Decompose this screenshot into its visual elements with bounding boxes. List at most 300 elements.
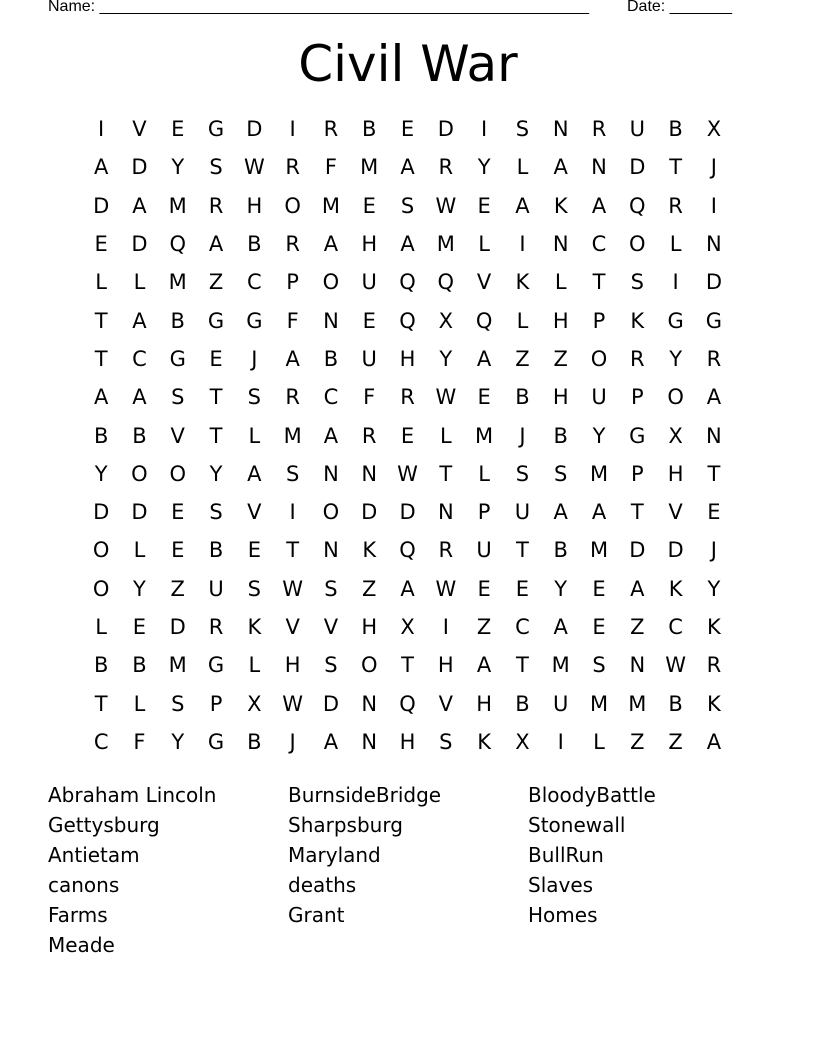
grid-letter: Z — [170, 576, 185, 601]
grid-letter: O — [322, 270, 340, 295]
grid-letter: R — [285, 232, 300, 257]
grid-letter: C — [668, 615, 683, 639]
grid-letter: D — [93, 193, 110, 218]
grid-letter: A — [132, 193, 147, 218]
grid-letter: R — [285, 385, 300, 410]
grid-letter: Z — [630, 615, 645, 639]
grid-letter: A — [323, 423, 339, 448]
grid-letter: G — [169, 346, 186, 371]
grid-letter: E — [171, 500, 185, 525]
grid-letter: L — [593, 729, 605, 754]
grid-letter: M — [551, 653, 570, 678]
grid-letter: D — [437, 117, 454, 142]
grid-letter: U — [476, 538, 492, 563]
grid-letter: X — [247, 691, 262, 716]
grid-letter: I — [519, 232, 526, 257]
grid-letter: B — [553, 423, 568, 448]
grid-letter: A — [476, 346, 492, 371]
word-list-item: Meade — [48, 933, 115, 957]
grid-letter: W — [282, 576, 304, 601]
grid-letter: M — [436, 232, 455, 257]
grid-letter: W — [435, 193, 457, 218]
grid-letter: U — [361, 270, 377, 295]
grid-letter: B — [668, 117, 683, 142]
grid-letter: Q — [399, 691, 416, 716]
grid-letter: A — [93, 155, 109, 180]
name-field[interactable]: Name: _______________________________________________________ — [48, 0, 589, 15]
grid-letter: E — [132, 615, 147, 639]
grid-letter: N — [706, 232, 722, 257]
grid-letter: U — [591, 385, 607, 410]
grid-letter: E — [247, 538, 261, 563]
grid-letter: G — [207, 653, 225, 678]
grid-letter: Y — [171, 729, 185, 754]
grid-letter: A — [323, 729, 339, 754]
grid-letter: H — [437, 653, 454, 678]
grid-letter: S — [439, 729, 453, 754]
grid-letter: A — [553, 500, 568, 525]
word-list-item: Sharpsburg — [288, 813, 403, 837]
grid-letter: E — [171, 117, 185, 142]
grid-letter: W — [435, 385, 457, 410]
grid-letter: T — [516, 653, 529, 678]
grid-letter: R — [400, 385, 415, 410]
grid-letter: B — [668, 691, 683, 716]
grid-letter: I — [481, 117, 488, 142]
grid-letter: A — [323, 232, 339, 257]
grid-letter: A — [400, 232, 415, 257]
grid-letter: E — [707, 500, 721, 525]
grid-letter: L — [248, 653, 261, 678]
grid-letter: T — [401, 653, 414, 678]
grid-letter: B — [362, 117, 377, 142]
grid-letter: Z — [553, 346, 568, 371]
grid-letter: A — [630, 576, 645, 601]
grid-letter: S — [171, 691, 185, 716]
grid-letter: R — [208, 615, 224, 639]
grid-letter: V — [438, 691, 453, 716]
grid-letter: H — [399, 729, 416, 754]
page-title: Civil War — [298, 35, 518, 93]
grid-letter: S — [209, 500, 223, 525]
grid-letter: T — [94, 308, 108, 333]
grid-letter: M — [475, 423, 494, 448]
grid-letter: L — [248, 423, 261, 448]
grid-letter: D — [131, 155, 148, 180]
grid-letter: L — [478, 232, 490, 257]
grid-letter: E — [362, 193, 376, 218]
word-list-item: Homes — [528, 903, 598, 927]
grid-letter: E — [515, 576, 530, 601]
grid-letter: S — [630, 270, 644, 295]
grid-letter: N — [361, 691, 378, 716]
grid-letter: L — [95, 615, 107, 639]
grid-letter: Q — [629, 193, 646, 218]
grid-letter: S — [247, 385, 261, 410]
grid-letter: G — [705, 308, 723, 333]
grid-letter: B — [132, 653, 147, 678]
grid-letter: T — [439, 461, 453, 486]
grid-letter: Q — [399, 308, 416, 333]
grid-letter: Z — [208, 270, 224, 295]
letter-grid — [82, 110, 733, 761]
grid-letter: H — [552, 308, 569, 333]
date-field[interactable]: Date: _______ — [627, 0, 732, 15]
grid-letter: C — [591, 232, 607, 257]
grid-letter: M — [589, 461, 609, 486]
grid-letter: L — [478, 461, 490, 486]
grid-letter: B — [515, 385, 530, 410]
grid-letter: J — [710, 538, 717, 563]
grid-letter: B — [208, 538, 224, 563]
grid-letter: T — [516, 538, 529, 563]
grid-letter: O — [92, 576, 110, 601]
grid-letter: S — [592, 653, 606, 678]
grid-letter: J — [710, 155, 717, 180]
grid-letter: F — [133, 729, 146, 754]
grid-letter: R — [630, 346, 645, 371]
grid-letter: B — [247, 729, 262, 754]
grid-letter: X — [706, 117, 722, 142]
word-list-item: Farms — [48, 903, 108, 927]
grid-letter: N — [552, 117, 569, 142]
grid-letter: N — [591, 155, 607, 180]
grid-letter: M — [168, 270, 187, 295]
grid-letter: E — [94, 232, 108, 257]
grid-letter: K — [362, 538, 377, 563]
grid-letter: X — [515, 729, 530, 754]
grid-letter: M — [589, 691, 609, 716]
grid-letter: E — [477, 193, 491, 218]
grid-letter: E — [477, 576, 491, 601]
grid-letter: Z — [476, 615, 492, 639]
grid-letter: W — [243, 155, 265, 180]
grid-letter: Y — [171, 155, 185, 180]
grid-letter: N — [323, 538, 339, 563]
grid-letter: W — [397, 461, 418, 486]
word-list-item: Stonewall — [528, 813, 626, 837]
grid-letter: B — [170, 308, 185, 333]
word-list-item: canons — [48, 873, 120, 897]
grid-letter: V — [170, 423, 185, 448]
grid-letter: D — [131, 232, 148, 257]
grid-letter: S — [247, 576, 261, 601]
grid-letter: X — [400, 615, 415, 639]
grid-letter: L — [516, 308, 529, 333]
grid-letter: R — [323, 117, 339, 142]
grid-letter: O — [629, 232, 646, 257]
grid-letter: C — [93, 729, 109, 754]
grid-letter: I — [289, 500, 296, 525]
grid-letter: D — [629, 155, 646, 180]
grid-letter: J — [251, 346, 258, 371]
grid-letter: K — [707, 615, 721, 639]
word-list — [48, 780, 788, 960]
grid-letter: V — [132, 117, 147, 142]
grid-letter: O — [667, 385, 684, 410]
grid-letter: C — [515, 615, 530, 639]
grid-letter: E — [400, 423, 415, 448]
grid-letter: B — [323, 346, 339, 371]
grid-letter: D — [705, 270, 722, 295]
grid-letter: U — [514, 500, 531, 525]
word-list-item: BurnsideBridge — [288, 783, 442, 807]
grid-letter: K — [515, 270, 530, 295]
grid-letter: M — [283, 423, 302, 448]
grid-letter: B — [93, 653, 109, 678]
grid-letter: N — [552, 232, 569, 257]
grid-letter: K — [477, 729, 491, 754]
grid-letter: O — [590, 346, 608, 371]
grid-letter: D — [667, 538, 684, 563]
grid-letter: P — [209, 691, 223, 716]
grid-letter: Y — [133, 576, 146, 601]
grid-letter: Y — [669, 346, 683, 371]
grid-letter: T — [707, 461, 721, 486]
grid-letter: O — [169, 461, 186, 486]
grid-letter: T — [209, 423, 223, 448]
grid-letter: E — [592, 615, 606, 639]
word-list-item: Grant — [288, 903, 345, 927]
grid-letter: M — [360, 155, 379, 180]
grid-letter: J — [289, 729, 296, 754]
grid-letter: M — [628, 691, 647, 716]
grid-letter: T — [286, 538, 300, 563]
grid-letter: T — [94, 346, 108, 371]
grid-letter: Z — [515, 346, 530, 371]
grid-letter: N — [629, 653, 646, 678]
word-list-item: Antietam — [48, 843, 140, 867]
grid-letter: L — [95, 270, 107, 295]
grid-letter: E — [362, 308, 376, 333]
grid-letter: R — [706, 346, 722, 371]
grid-letter: K — [553, 193, 568, 218]
grid-letter: Q — [475, 308, 493, 333]
grid-letter: S — [400, 193, 415, 218]
grid-letter: A — [591, 500, 607, 525]
grid-letter: Y — [209, 461, 223, 486]
grid-letter: U — [208, 576, 224, 601]
grid-letter: O — [322, 500, 340, 525]
grid-letter: Y — [554, 576, 568, 601]
grid-letter: G — [629, 423, 646, 448]
grid-letter: A — [706, 385, 722, 410]
grid-letter: A — [132, 308, 147, 333]
grid-letter: S — [554, 461, 568, 486]
grid-letter: D — [246, 117, 263, 142]
grid-letter: H — [667, 461, 684, 486]
grid-letter: R — [285, 155, 300, 180]
grid-letter: R — [438, 538, 454, 563]
grid-letter: M — [168, 653, 187, 678]
grid-letter: I — [98, 117, 105, 142]
grid-letter: A — [247, 461, 262, 486]
grid-letter: A — [515, 193, 530, 218]
grid-letter: S — [171, 385, 185, 410]
grid-letter: A — [400, 576, 415, 601]
grid-letter: R — [361, 423, 377, 448]
grid-letter: T — [630, 500, 644, 525]
grid-letter: J — [519, 423, 526, 448]
header-line — [48, 0, 748, 20]
grid-letter: A — [706, 729, 722, 754]
grid-letter: D — [93, 500, 110, 525]
grid-letter: T — [592, 270, 606, 295]
grid-letter: Y — [439, 346, 453, 371]
word-list-item: Slaves — [528, 873, 594, 897]
grid-letter: E — [477, 385, 491, 410]
grid-letter: B — [132, 423, 147, 448]
grid-letter: N — [323, 461, 339, 486]
grid-letter: O — [360, 653, 378, 678]
grid-letter: R — [668, 193, 683, 218]
grid-letter: W — [282, 691, 304, 716]
grid-letter: L — [133, 691, 146, 716]
grid-letter: U — [629, 117, 645, 142]
grid-letter: O — [92, 538, 110, 563]
word-list-item: Gettysburg — [48, 813, 160, 837]
grid-letter: T — [209, 385, 223, 410]
grid-letter: V — [476, 270, 492, 295]
grid-letter: P — [477, 500, 491, 525]
grid-letter: V — [668, 500, 683, 525]
grid-letter: Q — [399, 270, 416, 295]
grid-letter: M — [168, 193, 187, 218]
grid-letter: C — [247, 270, 262, 295]
grid-letter: Y — [94, 461, 108, 486]
grid-letter: G — [207, 729, 225, 754]
grid-letter: A — [553, 155, 568, 180]
grid-letter: I — [557, 729, 564, 754]
grid-letter: P — [592, 308, 606, 333]
grid-letter: B — [553, 538, 568, 563]
grid-letter: T — [669, 155, 683, 180]
grid-letter: E — [171, 538, 185, 563]
grid-letter: L — [554, 270, 567, 295]
grid-letter: M — [589, 538, 609, 563]
grid-letter: T — [94, 691, 108, 716]
grid-letter: A — [400, 155, 415, 180]
grid-letter: F — [324, 155, 337, 180]
grid-letter: Y — [592, 423, 606, 448]
grid-letter: W — [435, 576, 457, 601]
word-list-item: BullRun — [528, 843, 604, 867]
grid-letter: N — [706, 423, 722, 448]
grid-letter: D — [361, 500, 378, 525]
grid-letter: A — [208, 232, 224, 257]
grid-letter: V — [247, 500, 262, 525]
grid-letter: F — [286, 308, 299, 333]
grid-letter: V — [323, 615, 339, 639]
grid-letter: G — [207, 117, 225, 142]
grid-letter: N — [361, 461, 378, 486]
word-list-item: Maryland — [288, 843, 381, 867]
grid-letter: X — [438, 308, 454, 333]
grid-letter: L — [133, 270, 146, 295]
grid-letter: R — [208, 193, 224, 218]
grid-letter: Q — [437, 270, 455, 295]
grid-letter: I — [289, 117, 296, 142]
grid-letter: H — [476, 691, 493, 716]
grid-letter: A — [591, 193, 607, 218]
grid-letter: K — [247, 615, 262, 639]
grid-letter: S — [209, 155, 223, 180]
grid-letter: P — [630, 461, 644, 486]
grid-letter: G — [207, 308, 225, 333]
grid-letter: L — [439, 423, 452, 448]
grid-letter: M — [321, 193, 340, 218]
word-list-item: Abraham Lincoln — [48, 783, 217, 807]
grid-letter: Q — [399, 538, 416, 563]
grid-letter: D — [399, 500, 416, 525]
grid-letter: A — [132, 385, 147, 410]
grid-letter: O — [131, 461, 148, 486]
grid-letter: Z — [630, 729, 645, 754]
grid-letter: S — [515, 461, 530, 486]
grid-letter: H — [361, 615, 378, 639]
grid-letter: B — [93, 423, 109, 448]
grid-letter: E — [209, 346, 223, 371]
grid-letter: V — [285, 615, 300, 639]
grid-letter: D — [629, 538, 646, 563]
grid-letter: Y — [477, 155, 491, 180]
grid-letter: H — [246, 193, 263, 218]
grid-letter: I — [710, 193, 717, 218]
grid-letter: B — [247, 232, 262, 257]
grid-letter: E — [400, 117, 415, 142]
grid-letter: G — [667, 308, 684, 333]
grid-letter: B — [515, 691, 530, 716]
grid-letter: S — [324, 576, 338, 601]
grid-letter: D — [322, 691, 340, 716]
grid-letter: Q — [169, 232, 186, 257]
word-list-item: BloodyBattle — [528, 783, 656, 807]
grid-letter: C — [132, 346, 147, 371]
grid-letter: C — [323, 385, 339, 410]
grid-letter: E — [592, 576, 606, 601]
grid-letter: H — [284, 653, 301, 678]
grid-letter: R — [591, 117, 607, 142]
grid-letter: A — [476, 653, 492, 678]
grid-letter: N — [323, 308, 339, 333]
grid-letter: U — [361, 346, 377, 371]
grid-letter: H — [552, 385, 569, 410]
grid-letter: H — [361, 232, 378, 257]
grid-letter: R — [706, 653, 722, 678]
grid-letter: K — [707, 691, 721, 716]
grid-letter: I — [672, 270, 679, 295]
grid-letter: S — [515, 117, 530, 142]
grid-letter: D — [169, 615, 186, 639]
word-list-item: deaths — [288, 873, 357, 897]
grid-letter: N — [361, 729, 378, 754]
grid-letter: P — [630, 385, 644, 410]
grid-letter: X — [668, 423, 683, 448]
grid-letter: L — [516, 155, 529, 180]
grid-letter: L — [669, 232, 682, 257]
grid-letter: S — [285, 461, 300, 486]
grid-letter: L — [133, 538, 146, 563]
grid-letter: I — [442, 615, 449, 639]
grid-letter: R — [438, 155, 454, 180]
grid-letter: P — [286, 270, 299, 295]
grid-letter: K — [630, 308, 645, 333]
grid-letter: H — [399, 346, 416, 371]
grid-letter: F — [363, 385, 376, 410]
grid-letter: O — [284, 193, 301, 218]
grid-letter: A — [93, 385, 109, 410]
grid-letter: N — [437, 500, 454, 525]
